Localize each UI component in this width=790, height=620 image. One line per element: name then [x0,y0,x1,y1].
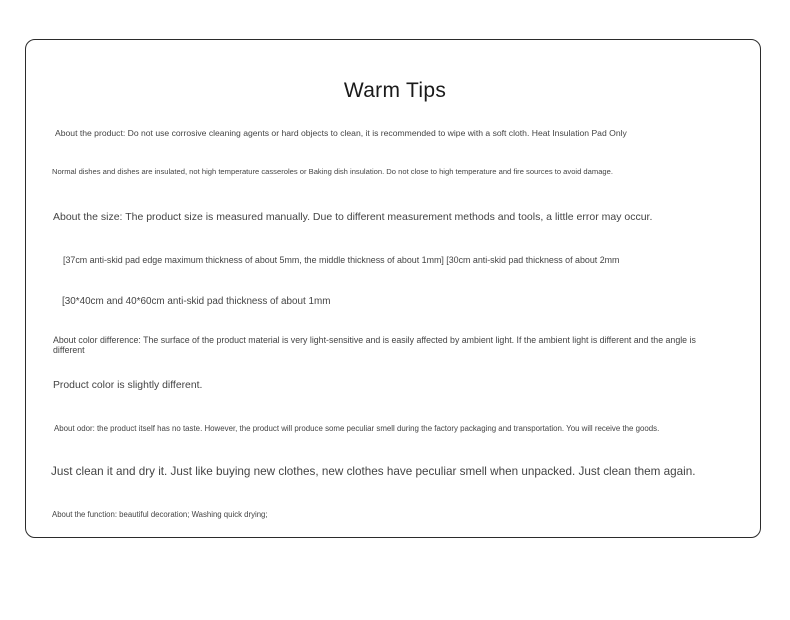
size-note-text: About the size: The product size is measured manually. Due to different measurement methods and tools, a little error may occur. [53,211,653,223]
color-slight-text: Product color is slightly different. [53,380,203,391]
function-note-text: About the function: beautiful decoration; Washing quick drying; [52,510,268,519]
page-title: Warm Tips [343,79,447,102]
odor-note-text: About odor: the product itself has no taste. However, the product will produce some peculiar smell during the factory packaging and transportation. You will receive the goods. [54,424,660,433]
product-care-text: About the product: Do not use corrosive cleaning agents or hard objects to clean, it is recommended to wipe with a soft cloth. Heat Insulation Pad Only [55,128,627,138]
thickness-37cm-text: [37cm anti-skid pad edge maximum thickness of about 5mm, the middle thickness of about 1mm] [30cm anti-skid pad thickness of about 2mm [63,255,620,265]
thickness-30x40-text: [30*40cm and 40*60cm anti-skid pad thickness of about 1mm [62,296,331,307]
color-difference-text: About color difference: The surface of the product material is very light-sensitive and is easily affected by ambient light. If the ambient light is different and the angle is different [53,335,696,355]
warm-tips-card [25,39,761,538]
insulation-note-text: Normal dishes and dishes are insulated, not high temperature casseroles or Baking dish insulation. Do not close to high temperature and fire sources to avoid damage. [52,167,613,176]
clean-note-text: Just clean it and dry it. Just like buying new clothes, new clothes have peculiar smell when unpacked. Just clean them again. [51,465,696,478]
